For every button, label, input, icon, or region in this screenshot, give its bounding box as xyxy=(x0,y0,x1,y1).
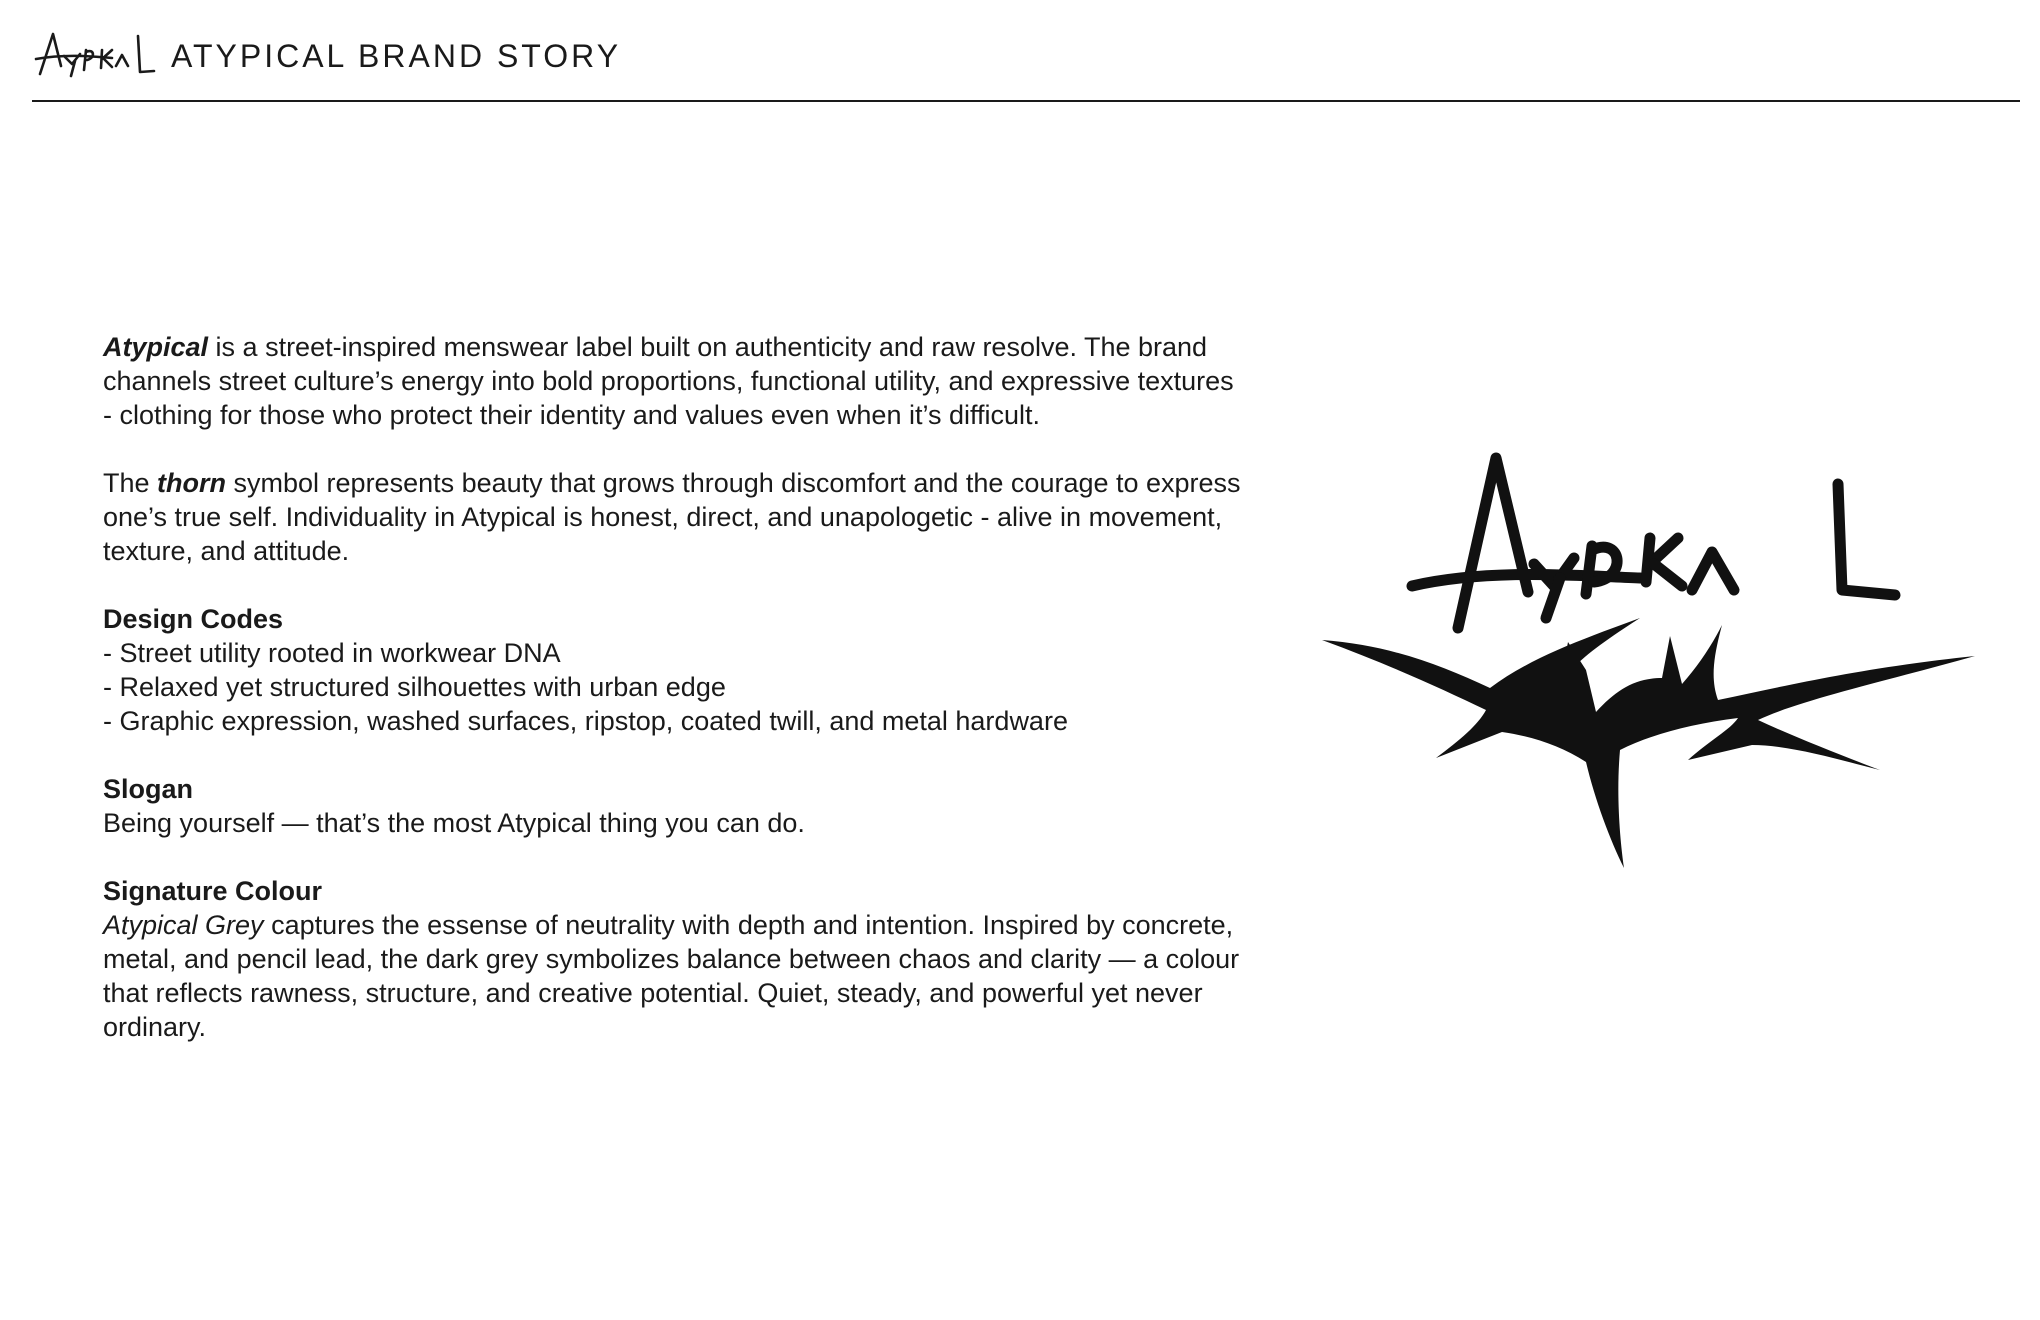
page-header xyxy=(32,0,2020,102)
atypical-wordmark-icon xyxy=(34,28,158,80)
design-codes-heading: Design Codes xyxy=(103,604,284,634)
slogan-heading: Slogan xyxy=(103,774,194,804)
brand-name: Atypical xyxy=(103,332,209,362)
colour-name: Atypical Grey xyxy=(103,910,264,940)
emblem-wordmark xyxy=(1412,458,1895,628)
list-item: - Relaxed yet structured silhouettes with urban edge xyxy=(103,672,726,702)
list-item: - Street utility rooted in workwear DNA xyxy=(103,638,561,668)
list-item: - Graphic expression, washed surfaces, ripstop, coated twill, and metal hardware xyxy=(103,706,1068,736)
slogan-text: Being yourself — that’s the most Atypical thing you can do. xyxy=(103,808,805,838)
design-codes-list xyxy=(103,636,1243,738)
thorn-lead: The xyxy=(103,468,158,498)
intro-text: is a street-inspired menswear label built on authenticity and raw resolve. The brand channels street culture’s energy into bold proportions, functional utility, and expressive textures - clothing for those who protect their identity and values even when it’s difficult. xyxy=(103,332,1234,430)
page-title: ATYPICAL BRAND STORY xyxy=(171,38,622,74)
signature-colour-heading: Signature Colour xyxy=(103,876,323,906)
signature-colour-paragraph xyxy=(103,908,1243,1044)
atypical-thorn-emblem-icon xyxy=(1320,440,1980,870)
intro-paragraph xyxy=(103,330,1243,432)
thorn-paragraph xyxy=(103,466,1243,568)
signature-colour-text: captures the essense of neutrality with depth and intention. Inspired by concrete, metal, and pencil lead, the dark grey symbolizes balance between chaos and clarity — a colour that reflects rawness, structure, and creative potential. Quiet, steady, and powerful yet never ordinary. xyxy=(103,910,1240,1042)
brand-story-content xyxy=(103,330,1243,1078)
thorn-text: symbol represents beauty that grows through discomfort and the courage to express one’s true self. Individuality in Atypical is honest, direct, and unapologetic - alive in movement, texture, and attitude. xyxy=(103,468,1241,566)
emblem-thorn xyxy=(1322,618,1975,868)
thorn-word: thorn xyxy=(157,468,227,498)
